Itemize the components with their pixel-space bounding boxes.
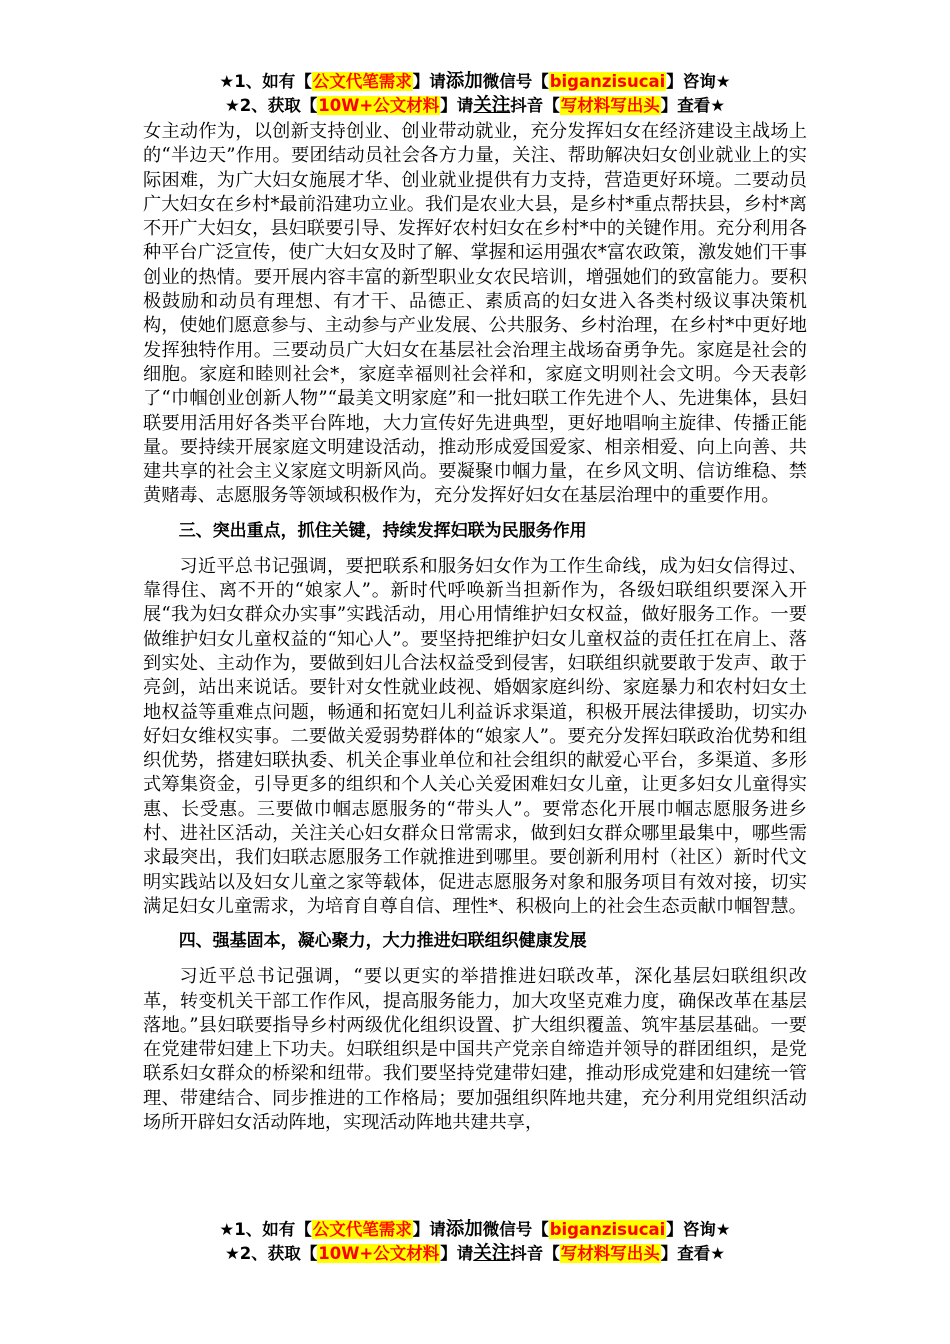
banner-text: 】请 <box>412 72 446 91</box>
banner-text: 】请 <box>412 1220 446 1239</box>
banner-highlight-service: 公文代笔需求 <box>312 1220 412 1239</box>
banner-text: 】请 <box>440 96 474 115</box>
banner-text: 获取【 <box>267 1244 318 1263</box>
body-paragraph-1: 女主动作为，以创新支持创业、创业带动就业，充分发挥妇女在经济建设主战场上的“半边天”作用。要团结动员社会各方力量，关注、帮助解决妇女创业就业上的实际困难，为广大妇女施展才华、创业就业提供有力支持，营造更好环境。二要动员广大妇女在乡村*最前沿建功立业。我们是农业大县，是乡村*重点帮扶县，乡村*离不开广大妇女，县妇联要引导、发挥好农村妇女在乡村*中的关键作用。充分利用各种平台广泛宣传，使广大妇女及时了解、掌握和运用强农*富农政策，激发她们干事创业的热情。要开展内容丰富的新型职业女农民培训，增强她们的致富能力。要积极鼓励和动员有理想、有才干、品德正、素质高的妇女进入各类村级议事决策机构，使她们愿意参与、主动参与产业发展、公共服务、乡村治理，在乡村*中更好地发挥独特作用。三要动员广大妇女在基层社会治理主战场奋勇争先。家庭是社会的细胞。家庭和睦则社会*，家庭幸福则社会祥和，家庭文明则社会文明。今天表彰了“巾帼创业创新人物”“最美文明家庭”和一批妇联工作先进个人、先进集体，县妇联要用活用好各类平台阵地，大力宣传好先进典型，更好地唱响主旋律、传播正能量。要持续开展家庭文明建设活动，推动形成爱国爱家、相亲相爱、向上向善、共建共享的社会主义家庭文明新风尚。要凝聚巾帼力量，在乡风文明、信访维稳、禁黄赌毒、志愿服务等领域积极作为，充分发挥好妇女在基层治理中的重要作用。 <box>143 121 807 507</box>
banner-star: ★1、 <box>219 1220 263 1239</box>
banner-text: 】咨询★ <box>666 1220 731 1239</box>
banner-emphasis: 添加 <box>445 1219 483 1240</box>
banner-text: 获取【 <box>267 96 318 115</box>
banner-highlight-service: 公文代笔需求 <box>312 72 412 91</box>
banner-highlight-wechat-id: biganzisucai <box>549 72 666 91</box>
document-body <box>143 120 807 1135</box>
body-paragraph-3: 习近平总书记强调，“要以更实的举措推进妇联改革，深化基层妇联组织改革，转变机关干部工作作风，提高服务能力，加大攻坚克难力度，确保改革在基层落地。”县妇联要指导乡村两级优化组织设置、扩大组织覆盖、筑牢基层基础。一要在党建带妇建上下功夫。妇联组织是中国共产党亲自缔造并领导的群团组织，是党联系妇女群众的桥梁和纽带。我们要坚持党建带妇建，推动形成党建和妇建统一管理、带建结合、同步推进的工作格局；要加强组织阵地共建，充分利用党组织活动场所开辟妇女活动阵地，实现活动阵地共建共享， <box>143 966 807 1133</box>
banner-text: 如有【 <box>262 1220 312 1239</box>
banner-star: ★2、 <box>224 96 268 115</box>
banner-text: 抖音【 <box>510 1244 560 1263</box>
banner-highlight-materials: 10W+公文材料 <box>318 1244 440 1263</box>
promo-banner-line-2 <box>0 94 950 118</box>
banner-text: 微信号【 <box>482 72 549 91</box>
banner-emphasis: 关注 <box>473 95 511 116</box>
banner-text: 】查看★ <box>660 96 726 115</box>
banner-text: 微信号【 <box>482 1220 549 1239</box>
promo-banner-line-1 <box>0 70 950 94</box>
section-heading-3: 三、突出重点，抓住关键，持续发挥妇联为民服务作用 <box>178 520 587 541</box>
banner-star: ★2、 <box>224 1244 268 1263</box>
banner-text: 抖音【 <box>510 96 560 115</box>
banner-highlight-douyin: 写材料写出头 <box>560 96 660 115</box>
section-heading-4: 四、强基固本，凝心聚力，大力推进妇联组织健康发展 <box>178 931 587 952</box>
body-paragraph-2: 习近平总书记强调，要把联系和服务妇女作为工作生命线，成为妇女信得过、靠得住、离不开的“娘家人”。新时代呼唤新当担新作为，各级妇联组织要深入开展“我为妇女群众办实事”实践活动，用心用情维护妇女权益，做好服务工作。一要做维护妇女儿童权益的“知心人”。要坚持把维护妇女儿童权益的责任扛在肩上、落到实处、主动作为，要做到妇儿合法权益受到侵害，妇联组织就要敢于发声、敢于亮剑，站出来说话。要针对女性就业歧视、婚姻家庭纠纷、家庭暴力和农村妇女土地权益等重难点问题，畅通和拓宽妇儿利益诉求渠道，积极开展法律援助，切实办好妇女维权实事。二要做关爱弱势群体的“娘家人”。要充分发挥妇联政治优势和组织优势，搭建妇联执委、机关企事业单位和社会组织的献爱心平台，多渠道、多形式筹集资金，引导更多的组织和个人关心关爱困难妇女儿童，让更多妇女儿童得实惠、长受惠。三要做巾帼志愿服务的“带头人”。要常态化开展巾帼志愿服务进乡村、进社区活动，关注关心妇女群众日常需求，做到妇女群众哪里最集中，哪些需求最突出，我们妇联志愿服务工作就推进到哪里。要创新利用村（社区）新时代文明实践站以及妇女儿童之家等载体，促进志愿服务对象和服务项目有效对接，切实满足妇女儿童需求，为培育自尊自信、理性*、积极向上的社会生态贡献巾帼智慧。 <box>143 555 807 917</box>
banner-star: ★1、 <box>219 72 263 91</box>
promo-banner-footer-line-1 <box>0 1218 950 1242</box>
banner-text: 如有【 <box>262 72 312 91</box>
banner-highlight-douyin: 写材料写出头 <box>560 1244 660 1263</box>
banner-text: 】请 <box>440 1244 474 1263</box>
banner-text: 】咨询★ <box>666 72 731 91</box>
banner-highlight-materials: 10W+公文材料 <box>318 96 440 115</box>
banner-highlight-wechat-id: biganzisucai <box>549 1220 666 1239</box>
banner-text: 】查看★ <box>660 1244 726 1263</box>
promo-banner-footer-line-2 <box>0 1242 950 1266</box>
banner-emphasis: 关注 <box>473 1243 511 1264</box>
banner-emphasis: 添加 <box>445 71 483 92</box>
